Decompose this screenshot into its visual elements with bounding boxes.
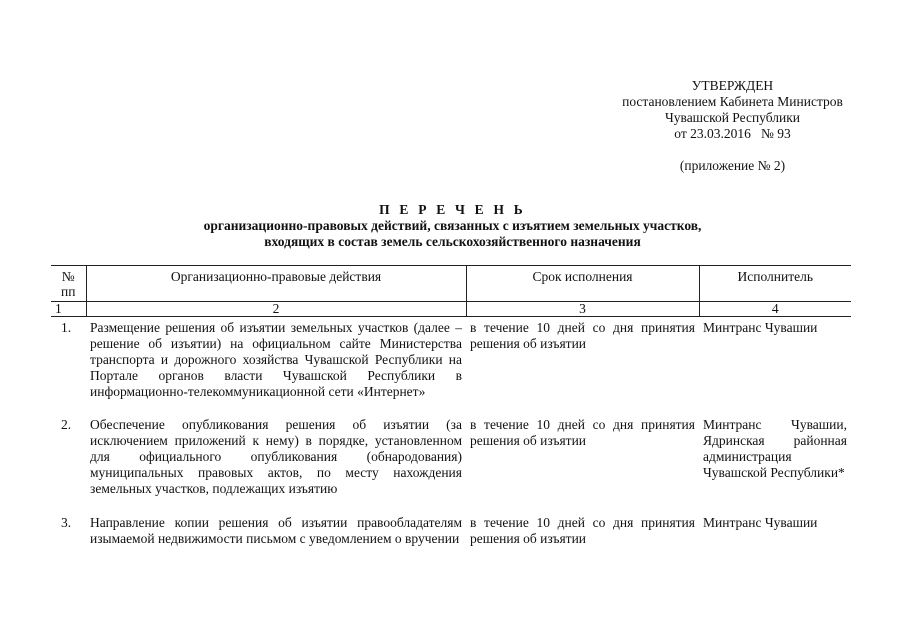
column-numbers-row xyxy=(51,302,851,317)
column-number: 3 xyxy=(466,302,699,317)
column-number: 1 xyxy=(51,302,86,317)
document-heading xyxy=(0,202,905,250)
header-executor: Исполнитель xyxy=(699,266,851,302)
approval-stamp xyxy=(600,78,865,142)
document-title: П Е Р Е Ч Е Н Ь xyxy=(379,202,526,217)
approval-line-by-resolution: постановлением Кабинета Министров xyxy=(622,94,843,109)
table-row xyxy=(51,414,851,512)
appendix-note: (приложение № 2) xyxy=(679,158,786,173)
header-num: № пп xyxy=(51,266,86,302)
document-subtitle-line-1: организационно-правовых действий, связанных с изъятием земельных участков, xyxy=(203,218,702,233)
document-subtitle-line-2: входящих в состав земель сельскохозяйственного назначения xyxy=(264,234,641,249)
row-deadline: в течение 10 дней со дня принятия решения об изъятии xyxy=(470,320,695,351)
row-action: Обеспечение опубликования решения об изъятии (за исключением приложений к нему) в порядке, установленном для официального опубликования (обнародования) муниципальных правовых актов, по месту нахождения земельных участков, подлежащих изъятию xyxy=(90,416,462,496)
table-row xyxy=(51,317,851,414)
approval-line-republic: Чувашской Республики xyxy=(664,110,801,125)
row-action: Размещение решения об изъятии земельных участков (далее – решение об изъятии) на официальном сайте Министерства транспорта и дорожного хозяйства Чувашской Республики на Портале органов власти Чувашской Республики в информационно-телекоммуникационной сети «Интернет» xyxy=(90,320,462,399)
row-number: 1. xyxy=(61,320,72,335)
header-actions: Организационно-правовые действия xyxy=(86,266,466,302)
column-number: 2 xyxy=(86,302,466,317)
row-action: Направление копии решения об изъятии правообладателям изымаемой недвижимости письмом с уведомлением о вручении xyxy=(90,514,462,546)
row-executor: Минтранс Чувашии, Ядринская районная администрация Чувашской Республики* xyxy=(703,416,847,480)
row-executor: Минтранс Чувашии xyxy=(703,514,818,530)
table-row xyxy=(51,512,851,547)
row-number: 3. xyxy=(61,514,72,530)
table-header-row xyxy=(51,266,851,302)
row-deadline: в течение 10 дней со дня принятия решения об изъятии xyxy=(470,514,695,546)
approval-line-date-number: от 23.03.2016 № 93 xyxy=(674,126,791,141)
row-number: 2. xyxy=(61,416,72,432)
row-deadline: в течение 10 дней со дня принятия решения об изъятии xyxy=(470,416,695,448)
actions-table xyxy=(51,265,851,547)
approval-line-approved: УТВЕРЖДЕН xyxy=(691,78,774,93)
header-deadline: Срок исполнения xyxy=(466,266,699,302)
column-number: 4 xyxy=(699,302,851,317)
row-executor: Минтранс Чувашии xyxy=(703,320,818,335)
